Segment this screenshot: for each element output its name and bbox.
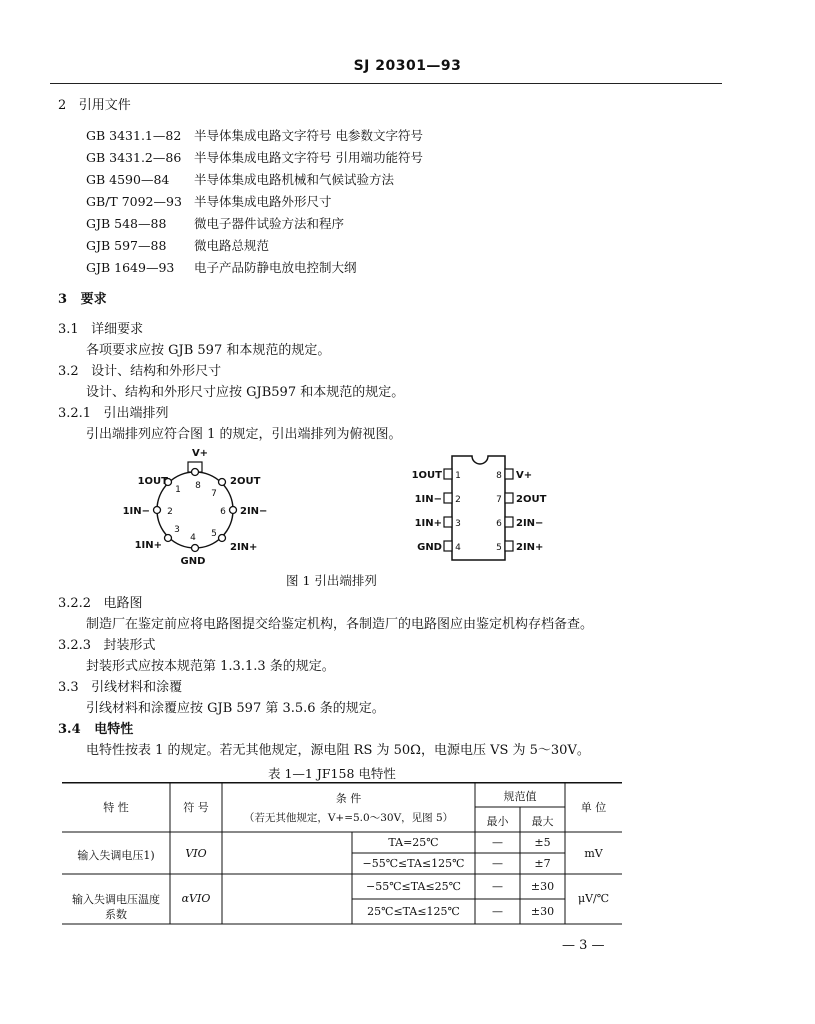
section-3-1-text: 各项要求应按 GJB 597 和本规范的规定。 (86, 343, 331, 358)
section-3-4-text: 电特性按表 1 的规定。若无其他规定，源电阻 RS 为 50Ω，电源电压 VS 为 5～30V。 (86, 743, 590, 758)
dip-pin-number: 7 (496, 495, 502, 505)
pin-number: 3 (174, 525, 180, 535)
dip-pin-label: 2IN+ (516, 542, 544, 553)
dip-pin-label: 1IN+ (414, 518, 442, 529)
section-3-2-3-heading: 3.2.3 封装形式 (58, 638, 156, 653)
section-3-heading: 3 要求 (58, 292, 107, 307)
reference-code: GJB 1649—93 (86, 260, 175, 275)
dip-pin-number: 8 (496, 471, 502, 481)
dip-pin-number: 1 (455, 471, 461, 481)
pin-number: 7 (211, 489, 217, 499)
pin-dot (219, 535, 226, 542)
section-3-4-heading: 3.4 电特性 (58, 722, 134, 737)
reference-code: GB 3431.2—86 (86, 150, 182, 165)
pin-label: GND (180, 556, 206, 567)
dip-pin-label: 2IN− (516, 518, 544, 529)
pin-dot (154, 507, 161, 514)
row2-cond2: 25℃≤TA≤125℃ (367, 905, 460, 918)
header-conditions-note: （若无其他规定，V+=5.0～30V，见图 5） (243, 812, 454, 824)
header-characteristic: 特 性 (103, 801, 129, 814)
pin-number: 1 (175, 485, 181, 495)
reference-title: 半导体集成电路文字符号 电参数文字符号 (194, 128, 423, 143)
header-symbol: 符 号 (183, 801, 209, 814)
row2-min1: — (492, 880, 503, 893)
dip-pin-number: 3 (455, 519, 461, 529)
row1-max2: ±7 (534, 857, 551, 870)
reference-title: 半导体集成电路外形尺寸 (194, 194, 332, 209)
dip-pin (505, 541, 513, 551)
figure-1-caption: 图 1 引出端排列 (286, 573, 377, 588)
pin-dot (165, 535, 172, 542)
circular-package-diagram (110, 440, 290, 580)
header-rule (50, 83, 722, 84)
dip-pin (505, 469, 513, 479)
table-caption: 表 1—1 JF158 电特性 (268, 766, 396, 781)
row2-min2: — (492, 905, 503, 918)
header-min: 最小 (486, 815, 509, 828)
header-max: 最大 (531, 815, 554, 828)
dip-pin-label: 1IN− (414, 494, 442, 505)
section-3-2-text: 设计、结构和外形尺寸应按 GJB597 和本规范的规定。 (86, 385, 405, 400)
section-3-2-1-heading: 3.2.1 引出端排列 (58, 406, 169, 421)
dip-pin-number: 6 (496, 519, 502, 529)
section-3-3-heading: 3.3 引线材料和涂覆 (58, 680, 183, 695)
section-3-2-3-text: 封装形式应按本规范第 1.3.1.3 条的规定。 (86, 659, 335, 674)
section-3-2-heading: 3.2 设计、结构和外形尺寸 (58, 364, 222, 379)
pin-label: V+ (191, 448, 209, 459)
reference-title: 微电路总规范 (194, 238, 270, 253)
reference-title: 电子产品防静电放电控制大纲 (194, 260, 357, 275)
pin-dot (192, 545, 199, 552)
dip-pin (505, 493, 513, 503)
dip-pin (444, 517, 452, 527)
pin-label: 1IN+ (134, 540, 162, 551)
row2-max1: ±30 (530, 880, 555, 893)
reference-code: GJB 597—88 (86, 238, 167, 253)
pin-dot (192, 469, 199, 476)
dip-pin-label: 1OUT (411, 470, 442, 481)
pin-dot (219, 479, 226, 486)
pin-label: 1OUT (137, 476, 168, 487)
section-3-2-2-text: 制造厂在鉴定前应将电路图提交给鉴定机构，各制造厂的电路图应由鉴定机构存档备查。 (86, 617, 594, 632)
pin-number: 6 (220, 507, 226, 517)
reference-code: GJB 548—88 (86, 216, 167, 231)
dip-package-diagram (400, 448, 560, 568)
reference-title: 半导体集成电路机械和气候试验方法 (194, 172, 395, 187)
section-3-2-1-text: 引出端排列应符合图 1 的规定，引出端排列为俯视图。 (86, 427, 402, 442)
row1-max1: ±5 (534, 836, 551, 849)
dip-pin-number: 5 (496, 543, 502, 553)
page-number: — 3 — (562, 938, 605, 953)
row2-symbol: αVIO (181, 892, 211, 905)
dip-pin-label: GND (417, 542, 442, 553)
pin-dot (230, 507, 237, 514)
section-3-3-text: 引线材料和涂覆应按 GJB 597 第 3.5.6 条的规定。 (86, 701, 385, 716)
row2-max2: ±30 (530, 905, 555, 918)
document-number: SJ 20301—93 (353, 58, 462, 74)
row1-symbol: VIO (185, 847, 207, 860)
dip-pin-label: 2OUT (516, 494, 547, 505)
dip-pin (444, 493, 452, 503)
section-3-1-heading: 3.1 详细要求 (58, 322, 144, 337)
reference-code: GB 3431.1—82 (86, 128, 182, 143)
pin-label: 2IN− (240, 506, 268, 517)
dip-pin (505, 517, 513, 527)
reference-code: GB/T 7092—93 (86, 194, 182, 209)
row1-min2: — (492, 857, 503, 870)
reference-code: GB 4590—84 (86, 172, 170, 187)
section-2-heading: 2 引用文件 (58, 98, 131, 113)
reference-title: 微电子器件试验方法和程序 (194, 216, 345, 231)
row2-unit: μV/℃ (577, 892, 610, 905)
reference-title: 半导体集成电路文字符号 引用端功能符号 (194, 150, 423, 165)
pin-label: 2OUT (230, 476, 261, 487)
row1-cond2: −55℃≤TA≤125℃ (362, 857, 465, 870)
dip-pin (444, 541, 452, 551)
pin-number: 2 (167, 507, 173, 517)
row1-cond1: TA=25℃ (388, 836, 439, 849)
row1-min1: — (492, 836, 503, 849)
electrical-characteristics-table (62, 782, 622, 944)
row1-unit: mV (584, 847, 603, 860)
header-conditions: 条 件 (335, 792, 362, 805)
row2-cond1: −55℃≤TA≤25℃ (366, 880, 461, 893)
pin-number: 4 (190, 533, 196, 543)
header-unit: 单 位 (580, 801, 607, 814)
pin-label: 2IN+ (230, 542, 258, 553)
row1-characteristic: 输入失调电压1) (77, 849, 155, 862)
pin-number: 5 (211, 529, 217, 539)
row2-characteristic: 输入失调电压温度系数 (72, 893, 160, 921)
section-3-2-2-heading: 3.2.2 电路图 (58, 596, 143, 611)
dip-pin-number: 2 (455, 495, 461, 505)
dip-pin (444, 469, 452, 479)
dip-pin-number: 4 (455, 543, 461, 553)
pin-label: 1IN− (122, 506, 150, 517)
dip-pin-label: V+ (516, 470, 533, 481)
header-limits: 规范值 (503, 790, 537, 803)
pin-number: 8 (195, 481, 201, 491)
